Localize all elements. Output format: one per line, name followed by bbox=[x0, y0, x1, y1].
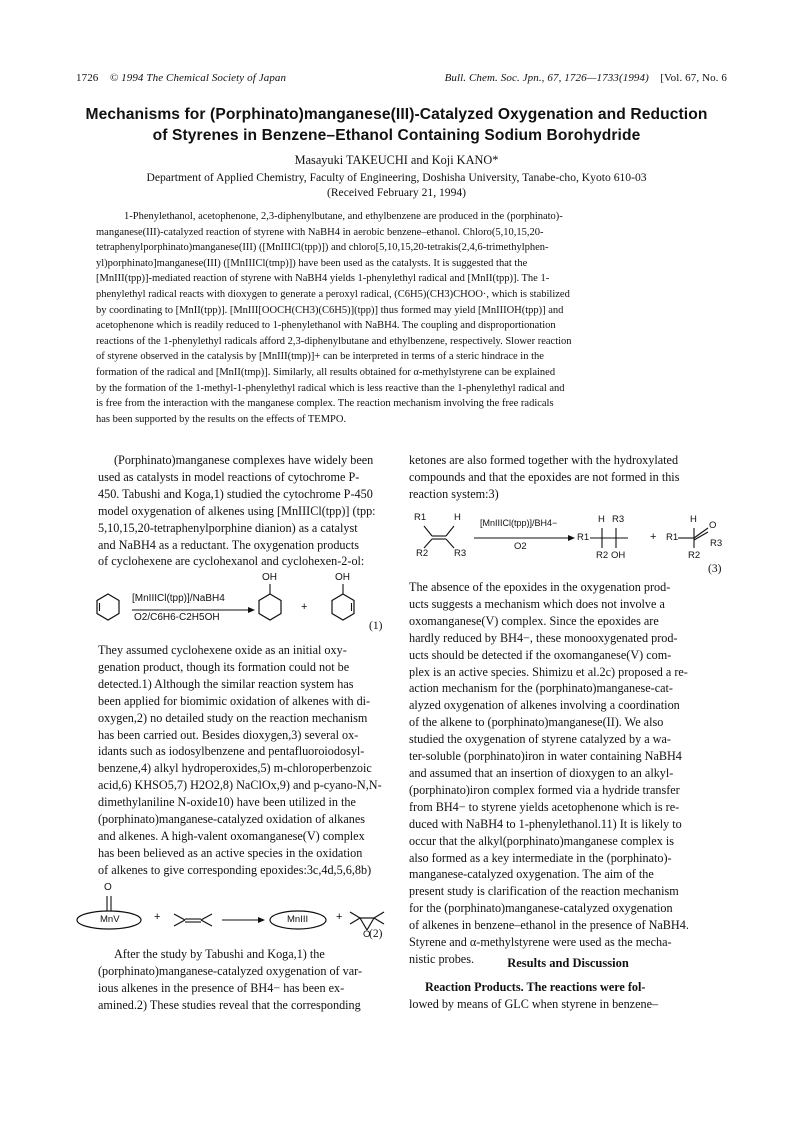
left-column bbox=[98, 452, 388, 570]
body-line: of cyclohexene are cyclohexanol and cyclohexen-2-ol: bbox=[98, 554, 365, 569]
section-heading: Results and Discussion bbox=[507, 956, 629, 970]
body-line: has been carried out. Besides dioxygen,3) several ox- bbox=[98, 727, 359, 742]
eq1-oh-label: OH bbox=[262, 572, 277, 583]
cyclohexenol-ring bbox=[332, 594, 354, 620]
body-line: for the (porphinato)manganese-catalyzed oxygenation bbox=[409, 901, 673, 916]
body-line: manganese-catalyzed oxygenation. The aim of the bbox=[409, 867, 654, 882]
body-line: 450. Tabushi and Koga,1) studied the cytochrome P-450 bbox=[98, 486, 373, 501]
eq3-mid-r2: R2 bbox=[596, 550, 609, 561]
body-line: The absence of the epoxides in the oxygenation prod- bbox=[409, 580, 671, 594]
abstract-line: 1-Phenylethanol, acetophenone, 2,3-diphenylbutane, and ethylbenzene are produced in the (porphinato)- bbox=[124, 211, 563, 222]
body-line: genation product, though its formation could not be bbox=[98, 659, 350, 674]
body-line: oxomanganese(V) complex. Since the epoxides are bbox=[409, 613, 659, 628]
left-column-para3 bbox=[98, 946, 388, 1014]
copyright-notice: © 1994 The Chemical Society of Japan bbox=[109, 72, 287, 84]
body-line: from BH4− to styrene yields acetophenone which is re- bbox=[409, 799, 680, 814]
abstract-line: formation of the radical and [MnII(tmp)]. Similarly, all results obtained for α-methylstyrene can be explained bbox=[96, 366, 556, 378]
eq3-h: H bbox=[454, 512, 461, 523]
abstract-line: tetraphenylporphinato)manganese(III) ([MnIIICl(tpp)]) and chloro[5,10,15,20-tetrakis(2,4,6-trimethylphen- bbox=[96, 242, 549, 254]
body-line: present study is clarification of the reaction mechanism bbox=[409, 884, 679, 899]
body-line: Styrene and α-methylstyrene were used as the mecha- bbox=[409, 935, 672, 950]
scheme-eq1 bbox=[88, 572, 388, 638]
body-line: detected.1) Although the similar reaction system has bbox=[98, 676, 354, 691]
eq1-reagent-top: [MnIIICl(tpp)]/NaBH4 bbox=[132, 593, 225, 604]
body-line: of the alkene to (porphinato)manganese(II). We also bbox=[409, 715, 664, 730]
header-right bbox=[445, 72, 727, 84]
affiliation-line: Department of Applied Chemistry, Faculty of Engineering, Doshisha University, Tanabe-cho, Kyoto 610-03 bbox=[146, 171, 647, 184]
right-column bbox=[409, 452, 727, 503]
body-line: of alkenes to give corresponding epoxides:3c,4d,5,6,8b) bbox=[98, 862, 372, 877]
body-line: nistic probes. bbox=[409, 951, 474, 966]
abstract-line: acetophenone which is readily reduced to 1-phenylethanol with NaBH4. The coupling and disproportionation bbox=[96, 320, 556, 332]
body-line: reaction system:3) bbox=[409, 486, 499, 501]
abstract-line: yl)porphinato]manganese(III) ([MnIIICl(tmp)]) have been used as the catalysts. It is suggested that the bbox=[96, 257, 528, 269]
body-line: ucts suggests a mechanism which does not involve a bbox=[409, 596, 665, 611]
eq3-plus: + bbox=[650, 531, 657, 543]
body-line: ter-soluble (porphinato)iron in water containing NaBH4 bbox=[409, 749, 682, 764]
abstract-line: [MnIII(tpp)]-mediated reaction of styrene with NaBH4 yields 1-phenylethyl radical and [MnII(tpp)]. The 1- bbox=[96, 273, 550, 285]
eq1-oh-label-2: OH bbox=[335, 572, 350, 583]
body-line: amined.2) These studies reveal that the corresponding bbox=[98, 997, 361, 1012]
body-line: and assumed that an insertion of dioxygen to an alkyl- bbox=[409, 765, 674, 780]
eq2-plus-left: + bbox=[154, 911, 161, 923]
body-line: model oxygenation of alkenes using [MnIIICl(tpp)] (tpp: bbox=[98, 503, 376, 518]
body-line: acid,6) KHSO5,7) H2O2,8) NaClOx,9) and p-cyano-N,N- bbox=[98, 778, 382, 793]
body-line: Reaction Products. The reactions were fol- bbox=[425, 980, 646, 994]
eq1-number: (1) bbox=[369, 620, 383, 632]
body-line: alyzed oxygenation of alkenes involving a coordination bbox=[409, 698, 680, 713]
body-line: (porphinato)manganese-catalyzed oxidation of alkanes bbox=[98, 812, 366, 827]
body-line: oxygen,2) no detailed study on the reaction mechanism bbox=[98, 710, 368, 725]
body-line: 5,10,15,20-tetraphenylporphine dianion) as a catalyst bbox=[98, 520, 358, 535]
cyclohexanol-ring bbox=[259, 594, 281, 620]
eq2-epoxide-o: O bbox=[363, 929, 371, 940]
eq3-reagent-top: [MnIIICl(tpp)]/BH4− bbox=[480, 518, 558, 528]
eq2-number: (2) bbox=[369, 928, 383, 940]
abstract-line: of styrene observed in the catalysis by [MnIII(tmp)]+ can be interpreted in terms of a steric hindrace in the bbox=[96, 351, 544, 363]
body-line: (porphinato)manganese-catalyzed oxygenation of var- bbox=[98, 963, 363, 978]
eq2-mn3-label: MnIII bbox=[287, 914, 309, 925]
eq3-reagent-bottom: O2 bbox=[514, 541, 527, 552]
scheme-eq3 bbox=[410, 508, 728, 572]
abstract-line: manganese(III)-catalyzed reaction of styrene with NaBH4 in aerobic benzene–ethanol. Chloro(5,10,15,20- bbox=[96, 226, 544, 238]
body-line: and alkenes. A high-valent oxomanganese(V) complex bbox=[98, 828, 365, 843]
arrowhead bbox=[248, 607, 255, 613]
author-list: Masayuki TAKEUCHI and Koji KANO* bbox=[294, 153, 499, 167]
volume-issue: [Vol. 67, No. 6 bbox=[660, 72, 727, 84]
abstract bbox=[96, 209, 722, 427]
body-line: lowed by means of GLC when styrene in benzene– bbox=[409, 996, 659, 1011]
eq1-reagent-bottom: O2/C6H6-C2H5OH bbox=[134, 612, 220, 623]
body-line: hardly reduced by BH4−, these monooxygenated prod- bbox=[409, 630, 678, 645]
body-line: occur that the alkyl(porphinato)manganese complex is bbox=[409, 833, 674, 848]
body-line: dimethylaniline N-oxide10) have been utilized in the bbox=[98, 795, 356, 810]
page-number: 1726 bbox=[76, 72, 99, 84]
eq3-number: (3) bbox=[708, 563, 722, 575]
eq3-r3: R3 bbox=[454, 548, 467, 559]
body-line: and NaBH4 as a reductant. The oxygenation products bbox=[98, 537, 360, 552]
eq3-right-o: O bbox=[709, 520, 717, 531]
eq1-plus: + bbox=[301, 601, 308, 613]
body-line: After the study by Tabushi and Koga,1) the bbox=[114, 947, 325, 961]
header-left bbox=[76, 72, 286, 84]
body-line: benzene,4) alkyl hydroperoxides,5) m-chloroperbenzoic bbox=[98, 761, 372, 776]
body-line: plex is an active species. Shimizu et al.2c) proposed a re- bbox=[409, 664, 688, 679]
eq2-plus-right: + bbox=[336, 911, 343, 923]
body-line: used as catalysts in model reactions of cytochrome P- bbox=[98, 469, 360, 484]
title-line-1: Mechanisms for (Porphinato)manganese(III)-Catalyzed Oxygenation and Reduction bbox=[85, 106, 708, 123]
body-line: studied the oxygenation of styrene catalyzed by a wa- bbox=[409, 732, 671, 747]
body-line: also formed as a key intermediate in the (porphinato)- bbox=[409, 850, 672, 865]
body-line: ious alkenes in the presence of BH4− has been ex- bbox=[98, 980, 345, 995]
body-line: duced with NaBH4 to 1-phenylethanol.11) It is likely to bbox=[409, 816, 682, 831]
body-line: They assumed cyclohexene oxide as an initial oxy- bbox=[98, 643, 347, 657]
cyclohexene-ring bbox=[97, 594, 119, 620]
abstract-line: by the formation of the 1-methyl-1-phenylethyl radical which is less reactive than the 1-phenylethyl radical and bbox=[96, 382, 565, 394]
article-title bbox=[40, 104, 753, 146]
eq3-right-r2: R2 bbox=[688, 550, 701, 561]
body-line: ucts should be detected if the oxomanganese(V) com- bbox=[409, 647, 672, 662]
body-line: (porphinato)iron complex formed via a hydride transfer bbox=[409, 782, 680, 797]
journal-citation: Bull. Chem. Soc. Jpn., 67, 1726—1733(1994) bbox=[444, 72, 649, 84]
body-line: action mechanism for the (porphinato)manganese-cat- bbox=[409, 681, 673, 696]
eq3-mid-oh: OH bbox=[611, 550, 626, 561]
eq3-right-r3: R3 bbox=[710, 538, 723, 549]
body-line: ketones are also formed together with the hydroxylated bbox=[409, 453, 679, 467]
body-line: been applied for biomimic oxidation of alkenes with di- bbox=[98, 693, 371, 708]
abstract-line: phenylethyl radical reacts with dioxygen to generate a peroxyl radical, (C6H5)(CH3)CHOO·, which is stabilized bbox=[96, 288, 570, 300]
eq3-mid-r3: R3 bbox=[612, 514, 625, 525]
eq2-mn5-label: MnV bbox=[100, 914, 120, 925]
right-column-para2 bbox=[409, 579, 727, 968]
abstract-line: by coordinating to [MnII(tpp)]. [MnIII[OOCH(CH3)(C6H5)](tpp)] thus formed may yield [MnIIIOH(tpp)] and bbox=[96, 304, 564, 316]
eq3-mid-h: H bbox=[598, 514, 605, 525]
scheme-eq2 bbox=[72, 882, 388, 944]
body-line: idants such as iodosylbenzene and pentafluoroiodosyl- bbox=[98, 744, 365, 759]
running-header bbox=[76, 72, 727, 88]
abstract-line: has been supported by the results on the effects of TEMPO. bbox=[96, 413, 347, 425]
title-line-2: of Styrenes in Benzene–Ethanol Containing Sodium Borohydride bbox=[152, 127, 641, 144]
eq2-oxo-label: O bbox=[104, 882, 112, 893]
body-line: compounds and that the epoxides are not formed in this bbox=[409, 469, 680, 484]
eq3-right-r1: R1 bbox=[666, 532, 679, 543]
body-line: of alkenes in benzene–ethanol in the presence of NaBH4. bbox=[409, 918, 689, 933]
body-line: has been believed as an active species in the oxidation bbox=[98, 845, 363, 860]
abstract-line: reactions of the 1-phenylethyl radicals afford 2,3-diphenylbutane and ethylbenzene, respectively. Slower reaction bbox=[96, 335, 572, 347]
abstract-line: is free from the interaction with the manganese complex. The reaction mechanism involving the free radicals bbox=[96, 398, 554, 410]
body-line: (Porphinato)manganese complexes have widely been bbox=[114, 453, 374, 467]
eq3-mid-r1: R1 bbox=[577, 532, 590, 543]
affiliation bbox=[40, 170, 753, 200]
eq3-r2: R2 bbox=[416, 548, 429, 559]
left-column-para2 bbox=[98, 642, 388, 879]
eq3-right-h: H bbox=[690, 514, 697, 525]
received-date: (Received February 21, 1994) bbox=[326, 186, 467, 199]
eq3-r1: R1 bbox=[414, 512, 427, 523]
right-column-para3 bbox=[409, 979, 727, 1013]
